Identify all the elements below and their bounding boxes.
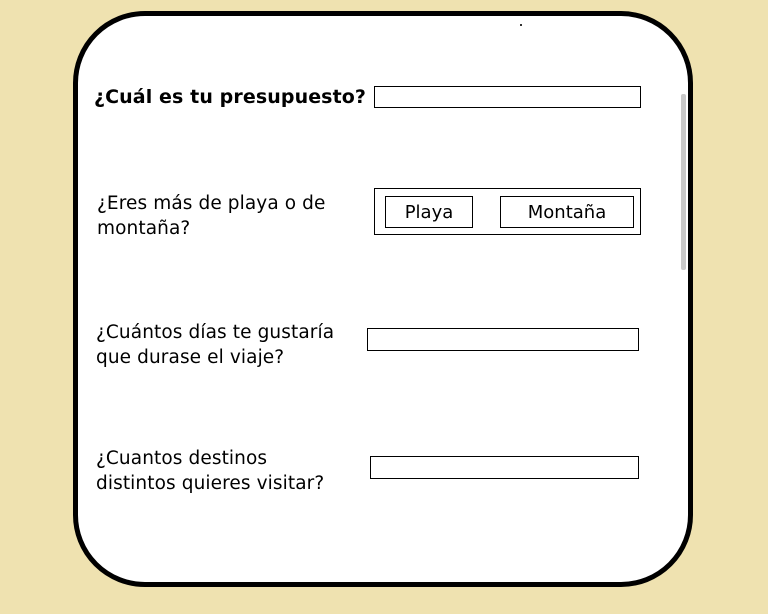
days-question-line1: ¿Cuántos días te gustaría — [96, 322, 335, 343]
destinations-input[interactable] — [370, 456, 639, 479]
preference-choice-group — [374, 188, 641, 235]
days-question-label — [96, 320, 334, 370]
preference-question-line1: ¿Eres más de playa o de — [97, 193, 326, 214]
budget-question-label: ¿Cuál es tu presupuesto? — [94, 86, 367, 108]
scrollbar[interactable] — [681, 94, 686, 270]
budget-input[interactable] — [374, 86, 641, 108]
destinations-question-line1: ¿Cuantos destinos — [96, 448, 268, 469]
preference-question-label — [97, 191, 326, 241]
destinations-question-label — [96, 446, 324, 496]
montana-button[interactable]: Montaña — [500, 196, 634, 228]
playa-button[interactable]: Playa — [385, 196, 473, 228]
destinations-question-line2: distintos quieres visitar? — [96, 473, 325, 494]
days-question-line2: que durase el viaje? — [96, 347, 285, 368]
days-input[interactable] — [367, 328, 639, 351]
preference-question-line2: montaña? — [97, 218, 191, 239]
stray-dot — [520, 24, 522, 26]
